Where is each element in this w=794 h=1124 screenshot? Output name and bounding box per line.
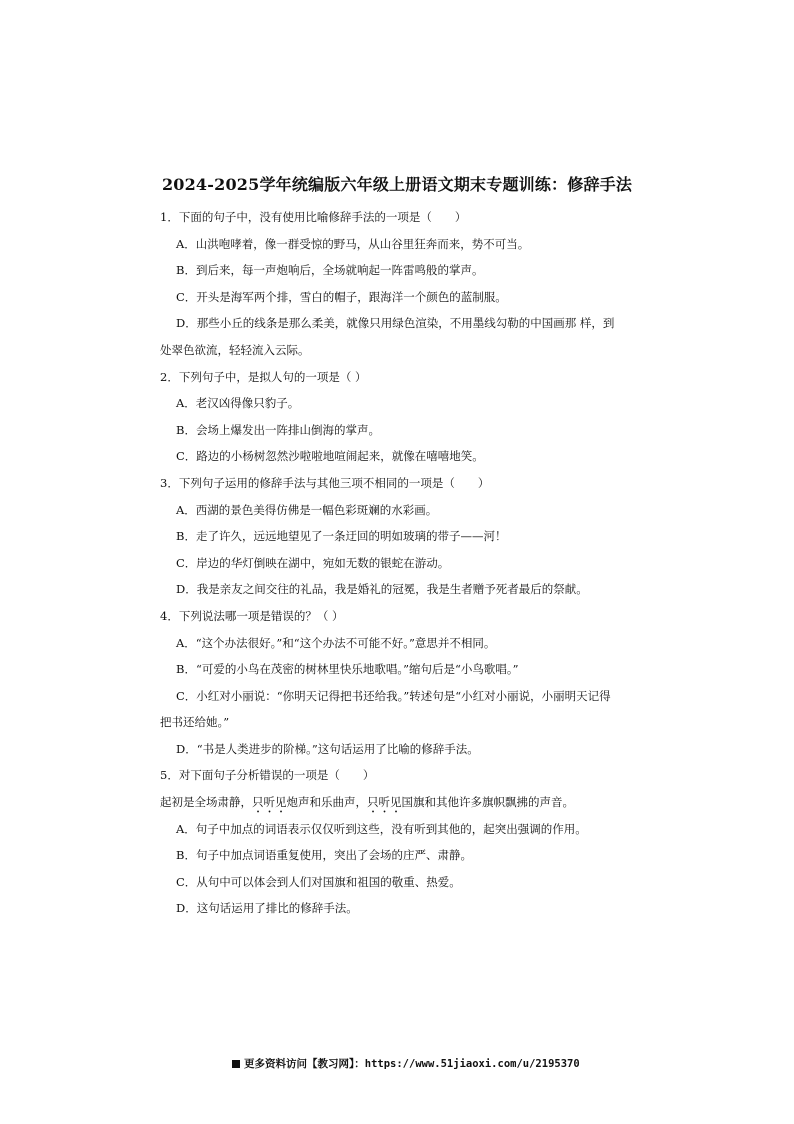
question-4-option-a: A．“这个办法很好。”和“这个办法不可能不好。”意思并不相同。 (176, 635, 496, 650)
footer-text[interactable]: 更多资料访问【教习网】：https://www.51jiaoxi.com/u/2195370 (244, 1058, 580, 1070)
dotted-word-2: 只听见 (367, 795, 402, 810)
question-5-option-b: B．句子中加点词语重复使用，突出了会场的庄严、肃静。 (176, 848, 472, 863)
question-2-stem: 2．下列句子中，是拟人句的一项是（ ） (160, 369, 367, 384)
question-5-sentence (160, 789, 640, 816)
question-2-option-b: B．会场上爆发出一阵排山倒海的掌声。 (176, 422, 380, 437)
question-1-option-a: A．山洪咆哮着，像一群受惊的野马，从山谷里狂奔而来，势不可当。 (176, 236, 530, 251)
flag-icon (232, 1060, 240, 1068)
question-1-stem: 1．下面的句子中，没有使用比喻修辞手法的一项是（ ） (160, 210, 467, 224)
question-3-stem: 3．下列句子运用的修辞手法与其他三项不相同的一项是（ ） (160, 475, 490, 490)
sentence-part-2: 炮声和乐曲声， (286, 795, 367, 810)
question-3-option-b: B．走了许久，远远地望见了一条迂回的明如玻璃的带子——河！ (176, 529, 507, 544)
dotted-word-1: 只听见 (252, 795, 287, 810)
question-5-option-c: C．从句中可以体会到人们对国旗和祖国的敬重、热爱。 (176, 874, 461, 889)
sentence-part-1: 起初是全场肃静， (160, 795, 252, 810)
footer-link[interactable] (232, 1056, 580, 1071)
question-2-option-a: A．老汉凶得像只豹子。 (176, 396, 300, 411)
question-4-option-d: D．“书是人类进步的阶梯。”这句话运用了比喻的修辞手法。 (176, 741, 479, 756)
question-list (160, 204, 640, 922)
question-1-option-b: B．到后来，每一声炮响后，全场就响起一阵雷鸣般的掌声。 (176, 263, 484, 278)
sentence-part-3: 国旗和其他许多旗帜飘拂的声音。 (401, 795, 574, 810)
question-1-option-d-continued: 处翠色欲流，轻轻流入云际。 (160, 342, 310, 357)
document-title: 2024-2025学年统编版六年级上册语文期末专题训练：修辞手法 (161, 175, 633, 194)
question-3-option-d: D．我是亲友之间交往的礼品，我是婚礼的冠冕，我是生者赠予死者最后的祭献。 (176, 582, 588, 597)
question-4-stem: 4．下列说法哪一项是错误的？（ ） (160, 608, 344, 623)
question-1-option-c: C．开头是海军两个排，雪白的帽子，跟海洋一个颜色的蓝制服。 (176, 289, 507, 304)
question-4-option-b: B．“可爱的小鸟在茂密的树林里快乐地歌唱。”缩句后是“小鸟歌唱。” (176, 662, 519, 677)
question-5-option-d: D．这句话运用了排比的修辞手法。 (176, 901, 358, 916)
question-1-option-d: D．那些小丘的线条是那么柔美，就像只用绿色渲染，不用墨线勾勒的中国画那 样，到 (176, 316, 615, 331)
question-3-option-a: A．西湖的景色美得仿佛是一幅色彩斑斓的水彩画。 (176, 502, 438, 517)
question-4-option-c-continued: 把书还给她。” (160, 715, 230, 730)
question-5-option-a: A．句子中加点的词语表示仅仅听到这些，没有听到其他的，起突出强调的作用。 (176, 821, 587, 836)
question-4-option-c: C．小红对小丽说：“你明天记得把书还给我。”转述句是“小红对小丽说，小丽明天记得 (176, 688, 611, 703)
question-3-option-c: C．岸边的华灯倒映在湖中，宛如无数的银蛇在游动。 (176, 555, 450, 570)
question-2-option-c: C．路边的小杨树忽然沙啦啦地喧闹起来，就像在嘻嘻地笑。 (176, 449, 484, 464)
question-5-stem: 5．对下面句子分析错误的一项是（ ） (160, 768, 375, 783)
